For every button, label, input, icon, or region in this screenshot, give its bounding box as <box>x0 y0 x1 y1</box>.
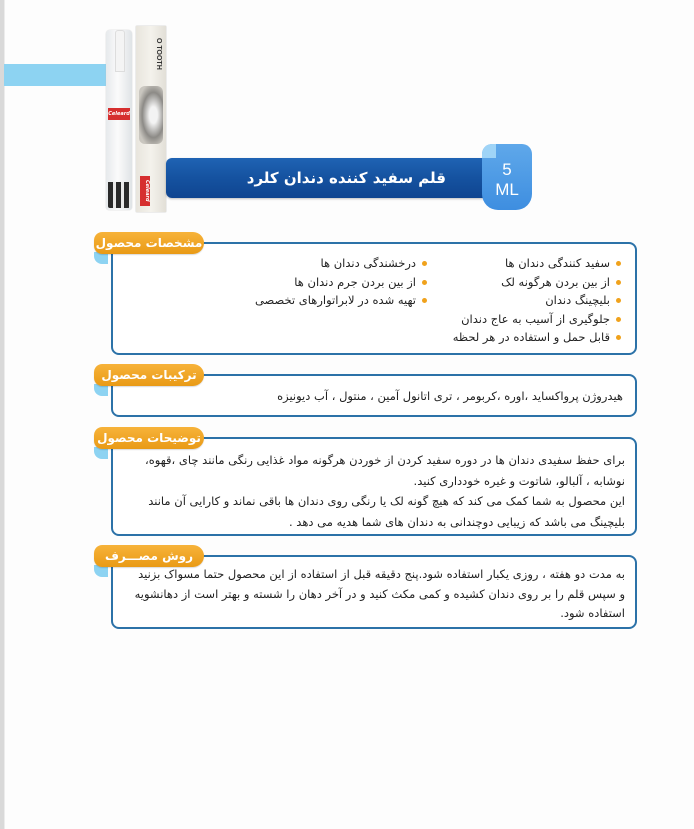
pen-bottom <box>108 182 130 208</box>
product-title: قلم سفید کننده دندان کلرد <box>246 169 446 187</box>
product-box-illustration <box>136 26 166 212</box>
usage-text <box>115 565 625 624</box>
bullet-icon <box>422 298 427 303</box>
usage-line: و سپس قلم را بر روی دندان کشیده و کمی مکث کنید و در آخر دهان را شسته و بهتر است از دهانشویه <box>134 586 625 601</box>
bullet-icon <box>616 335 621 340</box>
features-section <box>111 242 637 355</box>
pen-tip <box>115 30 125 72</box>
title-banner <box>166 158 486 198</box>
description-section <box>111 437 637 536</box>
page-edge-line <box>4 0 5 829</box>
usage-line: به مدت دو هفته ، روزی یکبار استفاده شود.پنج دقیقه قبل از استفاده از این محصول حتما مسواک بزنید <box>138 567 625 581</box>
feature-item: از بین بردن جرم دندان ها <box>255 273 427 292</box>
box-title: O TOOTH <box>155 38 162 70</box>
features-list-left <box>255 254 427 310</box>
pen-brand-label: Celeard <box>108 108 130 120</box>
volume-label <box>482 160 532 200</box>
box-brand-label: Celeard <box>140 176 150 206</box>
product-image <box>100 22 170 212</box>
volume-unit: ML <box>495 180 519 199</box>
description-line: نوشابه ، آلبالو، شاتوت و غیره خودداری کنید. <box>413 473 625 488</box>
features-label: مشخصات محصول <box>94 232 204 254</box>
usage-line: استفاده شود. <box>560 606 625 620</box>
description-label: توضیحات محصول <box>94 427 204 449</box>
feature-item: سفید کنندگی دندان ها <box>453 254 621 273</box>
features-list-right <box>453 254 621 347</box>
feature-item: بلیچینگ دندان <box>453 291 621 310</box>
usage-label: روش مصـــرف <box>94 545 204 567</box>
bullet-icon <box>422 280 427 285</box>
description-line: برای حفظ سفیدی دندان ها در دوره سفید کردن از خوردن هرگونه مواد غذایی رنگی مانند چای ،قهوه، <box>145 453 625 467</box>
bullet-icon <box>616 261 621 266</box>
feature-item: جلوگیری از آسیب به عاج دندان <box>453 310 621 329</box>
feature-item: درخشندگی دندان ها <box>255 254 427 273</box>
volume-number: 5 <box>502 160 512 179</box>
ribbon-fold <box>482 144 496 158</box>
bullet-icon <box>616 317 621 322</box>
feature-item: قابل حمل و استفاده در هر لحظه <box>453 328 621 347</box>
pen-illustration <box>106 30 132 210</box>
feature-item: از بین بردن هرگونه لک <box>453 273 621 292</box>
teeth-image <box>139 86 163 144</box>
description-text <box>115 450 625 532</box>
bullet-icon <box>616 280 621 285</box>
description-line: بلیچینگ می باشد که زیبایی دوچندانی به دندان های شما هدیه می دهد . <box>288 514 625 529</box>
feature-item: تهیه شده در لابراتوارهای تخصصی <box>255 291 427 310</box>
bullet-icon <box>616 298 621 303</box>
ingredients-label: ترکیبات محصول <box>94 364 204 386</box>
description-line: این محصول به شما کمک می کند که هیچ گونه لک یا رنگی روی دندان ها باقی نماند و کارایی آن مانند <box>148 494 625 508</box>
ingredients-text: هیدروژن پرواکساید ،اوره ،کربومر ، تری اتانول آمین ، منتول ، آب دیونیزه <box>277 389 623 403</box>
bullet-icon <box>422 261 427 266</box>
